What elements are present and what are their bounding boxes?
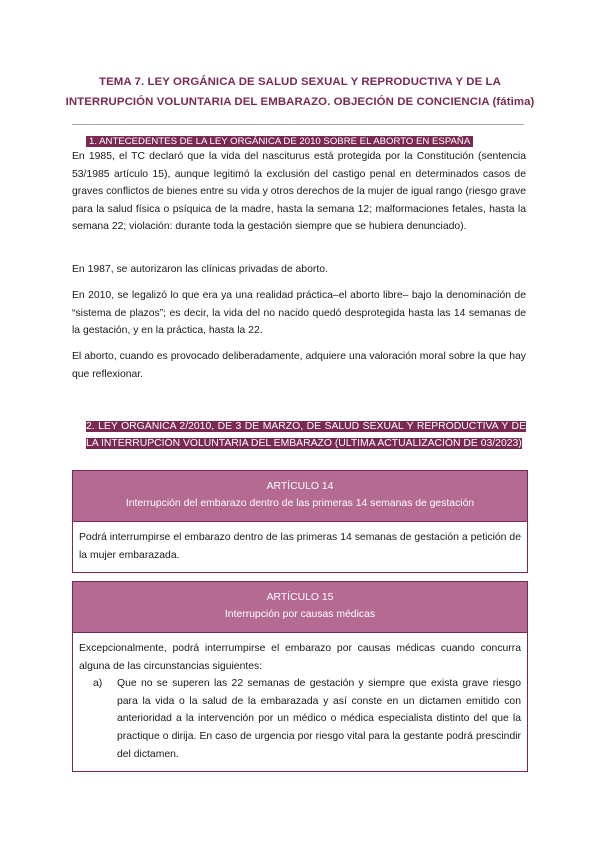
title-line-2: INTERRUPCIÓN VOLUNTARIA DEL EMBARAZO. OBJECIÓN DE CONCIENCIA (fátima) (65, 96, 535, 108)
section-2-heading-text: 2. LEY ORGÁNICA 2/2010, DE 3 DE MARZO, DE SALUD SEXUAL Y REPRODUCTIVA Y DE LA INTERRUPCIÓN VOLUNTARIA DEL EMBARAZO (ÚLTIMA ACTUALIZACIÓN DE 03/2023) (86, 421, 526, 449)
article-15-number: ARTÍCULO 15 (266, 592, 334, 603)
section-1-heading-text: 1. ANTECEDENTES DE LA LEY ORGÁNICA DE 2010 SOBRE EL ABORTO EN ESPAÑA (86, 136, 473, 147)
list-item-label: a) (93, 678, 103, 690)
section-1-heading (86, 131, 473, 149)
list-item-text: Que no se superen las 22 semanas de gestación y siempre que exista grave riesgo para la vida o la salud de la embarazada y así conste en un dictamen emitido con anterioridad a la intervención por un médico o médica especialista distinto del que la practique o dirija. En caso de urgencia por riesgo vital para la gestante podrá prescindir del dictamen. (117, 678, 521, 760)
document-title (40, 72, 560, 112)
article-15-intro: Excepcionalmente, podrá interrumpirse el embarazo por causas médicas cuando concurra alguna de las circunstancias siguientes: (79, 643, 521, 672)
section-1-paragraph-1: En 1985, el TC declaró que la vida del nasciturus está protegida por la Constitución (sentencia 53/1985 artículo 15), aunque legitimó la exclusión del castigo penal en determinados casos de graves conflictos de bienes entre su vida y otros derechos de la mujer de igual rango (riesgo grave para la salud física o psíquica de la madre, hasta la semana 12; malformaciones fetales, hasta la semana 22; violación: durante toda la gestación siempre que se hubiera denunciado). (72, 151, 526, 233)
article-14-box (72, 470, 528, 573)
section-1-paragraph-3: En 2010, se legalizó lo que era ya una realidad práctica–el aborto libre– bajo la denominación de “sistema de plazos”; es decir, la vida del no nacido quedó desprotegida hasta las 14 semanas de la gestación, y en la práctica, hasta la 22. (72, 290, 526, 337)
article-14-header (73, 471, 527, 522)
title-line-1: TEMA 7. LEY ORGÁNICA DE SALUD SEXUAL Y REPRODUCTIVA Y DE LA (99, 76, 501, 88)
title-divider (72, 124, 524, 125)
article-15-subtitle: Interrupción por causas médicas (224, 609, 376, 620)
article-14-body: Podrá interrumpirse el embarazo dentro de las primeras 14 semanas de gestación a petición de la mujer embarazada. (79, 532, 521, 561)
article-14-number: ARTÍCULO 14 (266, 481, 334, 492)
article-15-box (72, 581, 528, 772)
article-15-header (73, 582, 527, 633)
article-15-body (73, 633, 527, 771)
section-2-heading (86, 418, 526, 452)
article-14-subtitle: Interrupción del embarazo dentro de las primeras 14 semanas de gestación (125, 498, 475, 509)
section-1-paragraph-4: El aborto, cuando es provocado deliberadamente, adquiere una valoración moral sobre la que hay que reflexionar. (72, 351, 526, 380)
section-1-paragraph-2: En 1987, se autorizaron las clínicas privadas de aborto. (72, 264, 328, 275)
list-item (79, 675, 521, 763)
